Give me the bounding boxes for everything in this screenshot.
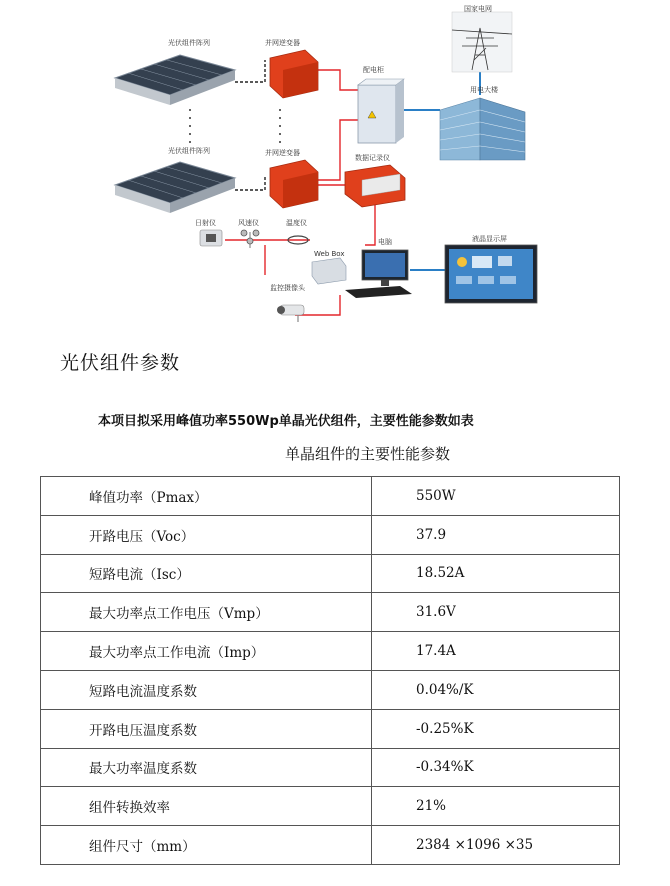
pv-array-bottom-label: 光伏组件阵列	[168, 147, 210, 155]
state-grid-tower	[452, 4, 512, 72]
table-row	[41, 515, 620, 554]
table-row	[41, 554, 620, 593]
surveillance-camera-label: 监控摄像头	[270, 284, 305, 292]
param-name: 最大功率点工作电流（Imp）	[41, 632, 372, 671]
lcd-display	[445, 234, 537, 303]
computer-label: 电脑	[378, 238, 392, 246]
param-name: 短路电流（Isc）	[41, 554, 372, 593]
anemometer-label: 风速仪	[238, 219, 259, 227]
surveillance-camera	[270, 283, 306, 322]
distribution-cabinet-label: 配电柜	[363, 66, 384, 74]
table-caption: 单晶组件的主要性能参数	[285, 445, 451, 463]
param-value: -0.34%K	[372, 748, 620, 787]
table-row	[41, 593, 620, 632]
irradiance-meter-label: 日射仪	[195, 219, 216, 227]
web-box	[312, 250, 346, 284]
param-value: 18.52A	[372, 554, 620, 593]
lcd-display-label: 液晶显示屏	[472, 235, 507, 243]
intro-paragraph: 本项目拟采用峰值功率550Wp单晶光伏组件，主要性能参数如表	[98, 414, 474, 429]
param-name: 峰值功率（Pmax）	[41, 477, 372, 516]
inverter-bottom-label: 并网逆变器	[265, 149, 300, 157]
param-value: 2384 ×1096 ×35	[372, 826, 620, 865]
office-building	[440, 85, 525, 160]
param-value: 17.4A	[372, 632, 620, 671]
section-heading: 光伏组件参数	[60, 352, 181, 374]
distribution-cabinet	[358, 65, 404, 143]
param-value: 550W	[372, 477, 620, 516]
param-name: 组件转换效率	[41, 787, 372, 826]
table-row	[41, 748, 620, 787]
inverter-bottom	[265, 148, 318, 208]
param-name: 开路电压温度系数	[41, 709, 372, 748]
module-parameter-table	[40, 476, 620, 865]
pv-array-bottom	[115, 146, 235, 213]
data-logger	[345, 153, 405, 207]
pv-array-top	[115, 38, 235, 105]
table-row	[41, 709, 620, 748]
inverter-top	[265, 26, 318, 98]
param-name: 开路电压（Voc）	[41, 515, 372, 554]
computer	[345, 237, 412, 298]
table-row	[41, 632, 620, 671]
param-value: 31.6V	[372, 593, 620, 632]
table-row	[41, 670, 620, 709]
irradiance-meter	[195, 218, 222, 246]
param-name: 最大功率点工作电压（Vmp）	[41, 593, 372, 632]
param-name: 最大功率温度系数	[41, 748, 372, 787]
anemometer	[238, 218, 259, 248]
pv-system-diagram	[100, 0, 560, 330]
thermometer-label: 温度仪	[286, 219, 307, 227]
param-value: 0.04%/K	[372, 670, 620, 709]
pv-array-ellipsis	[189, 109, 281, 143]
table-row	[41, 787, 620, 826]
param-value: 21%	[372, 787, 620, 826]
web-box-label: Web Box	[314, 250, 345, 258]
inverter-top-label: 并网逆变器	[265, 39, 300, 47]
table-row	[41, 826, 620, 865]
office-building-label: 用电大楼	[470, 86, 498, 94]
param-name: 短路电流温度系数	[41, 670, 372, 709]
table-row	[41, 477, 620, 516]
param-value: -0.25%K	[372, 709, 620, 748]
param-value: 37.9	[372, 515, 620, 554]
pv-array-top-label: 光伏组件阵列	[168, 39, 210, 47]
param-name: 组件尺寸（mm）	[41, 826, 372, 865]
data-logger-label: 数据记录仪	[355, 154, 390, 162]
state-grid-label: 国家电网	[464, 5, 492, 13]
